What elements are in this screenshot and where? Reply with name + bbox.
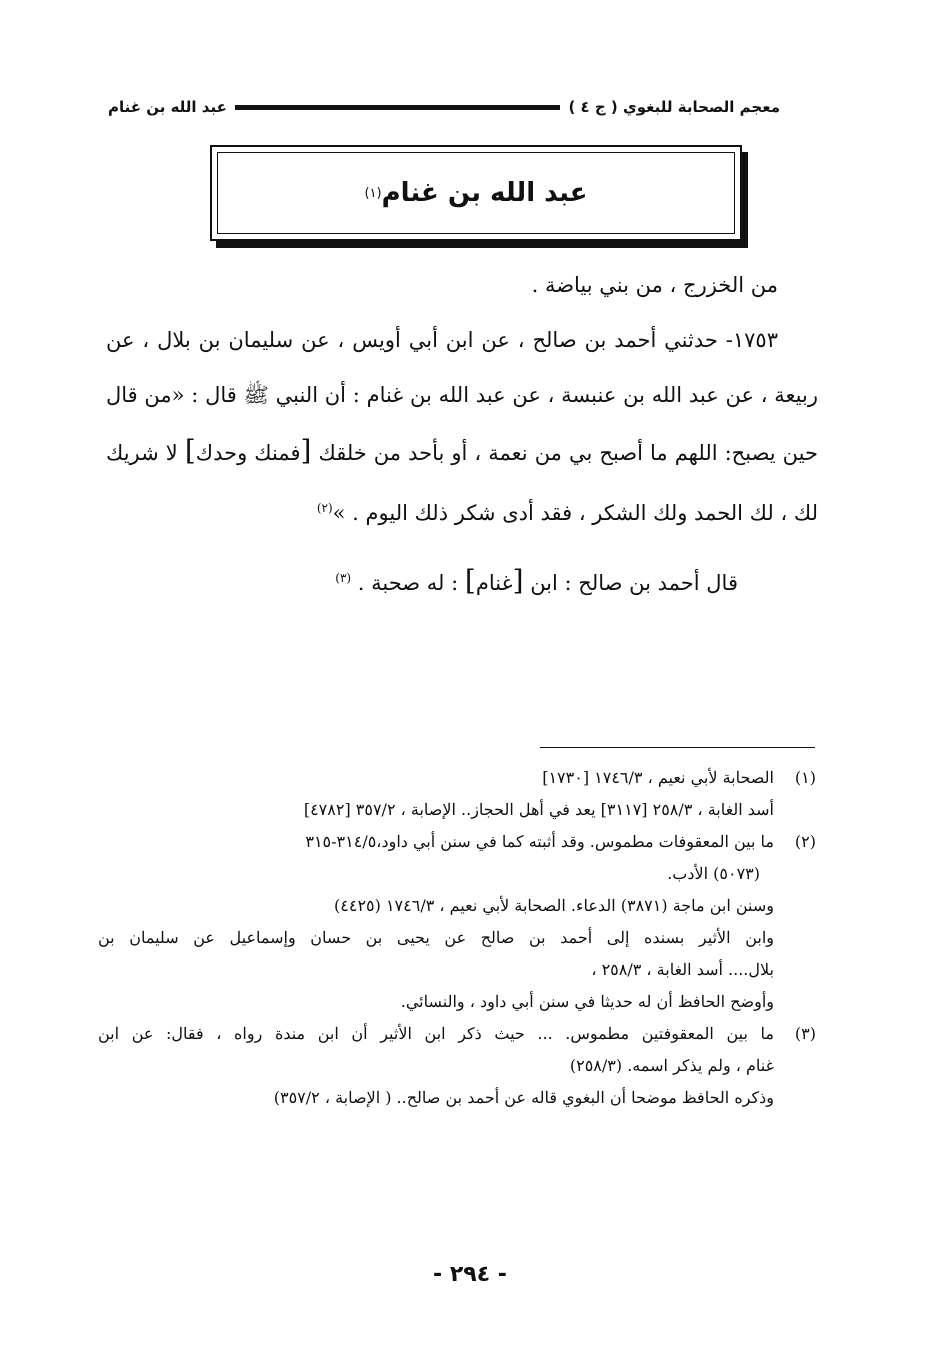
- footnote-line: وسنن ابن ماجة (٣٨٧١) الدعاء. الصحابة لأبي نعيم ، ١٧٤٦/٣ (٤٤٢٥): [334, 896, 774, 915]
- footnote-line: ما بين المعقوفات مطموس. وقد أثبته كما في سنن أبي داود،٣١٤/٥-٣١٥: [305, 832, 774, 851]
- footnote-number: (١): [794, 768, 816, 787]
- footnote-1: [98, 762, 816, 826]
- hadith-close-bracket: ]: [184, 434, 196, 467]
- footnote-number: (٣): [794, 1024, 816, 1043]
- running-header: [108, 92, 780, 122]
- tribe-line: من الخزرج ، من بني بياضة .: [531, 273, 778, 297]
- footnote-2: [98, 826, 816, 1018]
- companion-note-footnote-ref: (٣): [335, 571, 352, 585]
- hadith-paragraph: [106, 313, 818, 541]
- hadith-open-bracket: [: [300, 434, 312, 467]
- footnote-line: (٥٠٧٣) الأدب.: [667, 864, 760, 883]
- hadith-text-part-2: لا شريك لك ، لك الحمد ولك الشكر ، فقد أدى شكر ذلك اليوم . »: [106, 441, 818, 525]
- entry-title-footnote-ref: (١): [364, 185, 382, 201]
- main-text: [106, 258, 818, 611]
- header-book-title: معجم الصحابة للبغوي ( ج ٤ ): [568, 98, 780, 116]
- footnote-line: بلال.... أسد الغابة ، ٢٥٨/٣ ،: [591, 960, 774, 979]
- page-number: - ٢٩٤ -: [433, 1262, 507, 1287]
- companion-note-part-1: قال أحمد بن صالح : ابن: [530, 571, 738, 595]
- header-chapter-name: عبد الله بن غنام: [108, 98, 227, 116]
- footnotes: [98, 762, 816, 1114]
- hadith-text-part-1: ١٧٥٣- حدثني أحمد بن صالح ، عن ابن أبي أويس ، عن سليمان بن بلال ، عن ربيعة ، عن عبد الله بن عنبسة ، عن عبد الله بن غنام : أن النبي ﷺ قال : «من قال حين يصبح: اللهم ما أصبح بي من نعمة ، أو بأحد من خلقك: [106, 328, 818, 465]
- footnote-line: الصحابة لأبي نعيم ، ١٧٤٦/٣ [١٧٣٠]: [542, 768, 774, 787]
- entry-title: عبد الله بن غنام: [381, 178, 588, 208]
- footnote-number: (٢): [794, 832, 816, 851]
- header-rule: [235, 105, 561, 110]
- footnote-line: أسد الغابة ، ٢٥٨/٣ [٣١١٧] يعد في أهل الحجاز.. الإصابة ، ٣٥٧/٢ [٤٧٨٢]: [303, 800, 774, 819]
- footnote-line: وأوضح الحافظ أن له حديثا في سنن أبي داود ، والنسائي.: [400, 992, 774, 1011]
- companion-note-bracketed: غنام: [475, 571, 513, 595]
- hadith-bracketed-text: فمنك وحدك: [195, 441, 301, 465]
- entry-title-frame: [210, 145, 742, 241]
- footnote-3: [98, 1018, 816, 1114]
- companion-note-close-bracket: ]: [464, 564, 476, 597]
- footnote-line: وابن الأثير بسنده إلى أحمد بن صالح عن يحيى بن حسان وإسماعيل عن سليمان بن: [98, 928, 774, 947]
- companion-note-open-bracket: [: [512, 564, 524, 597]
- entry-title-box: [217, 152, 735, 234]
- footnote-line: غنام ، ولم يذكر اسمه. (٢٥٨/٣): [569, 1056, 774, 1075]
- hadith-footnote-ref: (٢): [316, 501, 333, 515]
- footnote-line: ما بين المعقوفتين مطموس. ... حيث ذكر ابن الأثير أن ابن مندة رواه ، فقال: عن ابن: [98, 1024, 774, 1043]
- companion-note: [106, 551, 818, 611]
- footnote-line: وذكره الحافظ موضحا أن البغوي قاله عن أحمد بن صالح.. ( الإصابة ، ٣٥٧/٢): [273, 1088, 774, 1107]
- companion-note-part-2: : له صحبة .: [357, 571, 459, 595]
- footnote-separator: [540, 747, 815, 748]
